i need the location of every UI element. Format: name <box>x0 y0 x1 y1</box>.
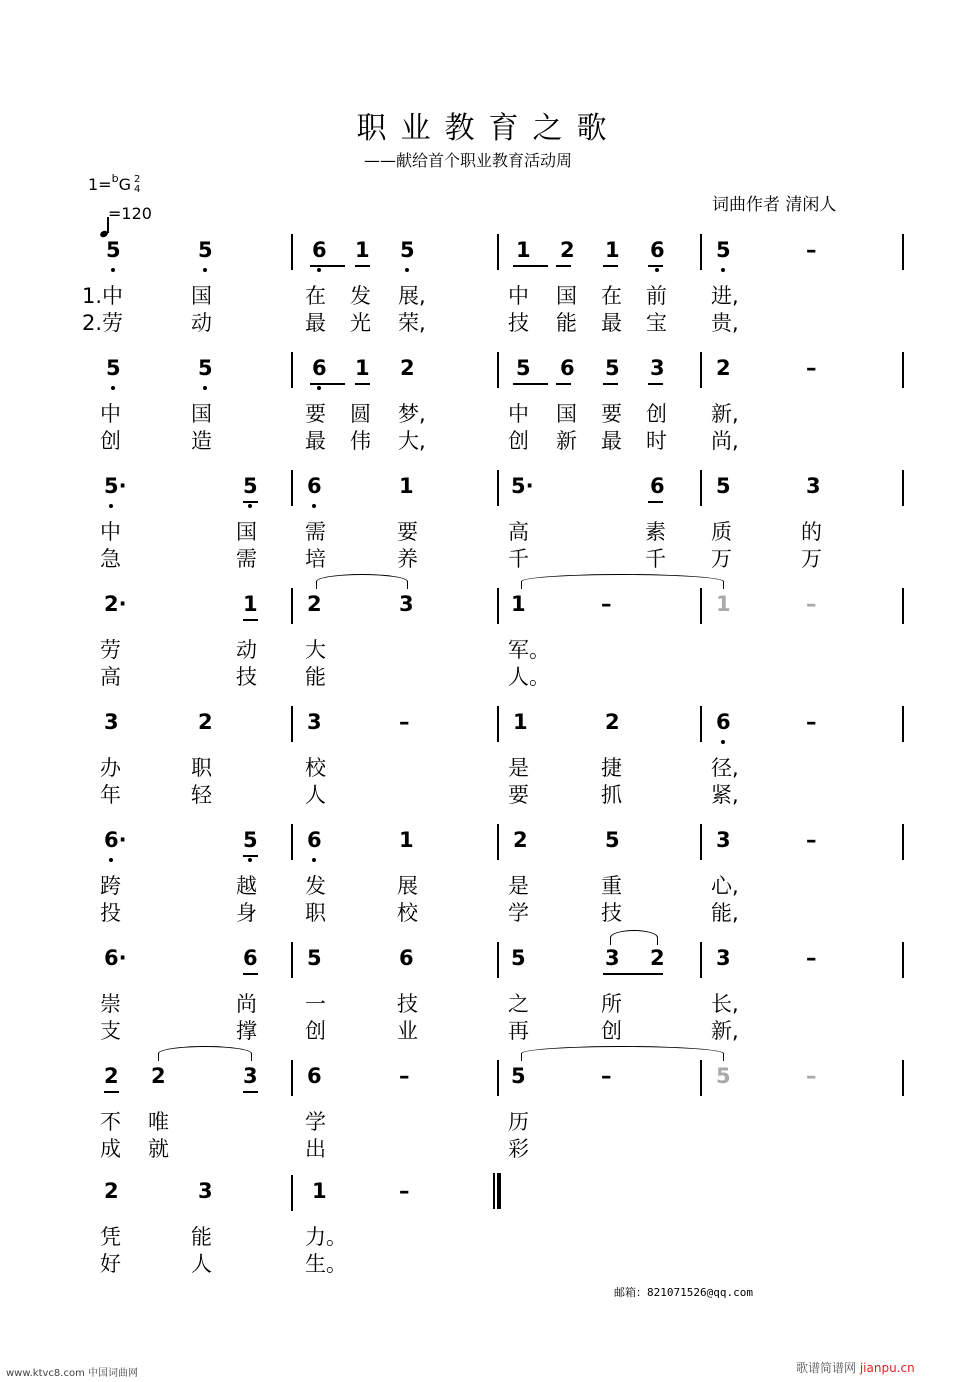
lyric-verse-2: 宝 <box>646 311 667 335</box>
lyric-verse-2: 动 <box>191 311 212 335</box>
note: 5 <box>716 474 731 498</box>
note: – <box>601 1064 612 1088</box>
note: 2 <box>650 946 665 970</box>
lyric-verse-2: 技 <box>236 665 257 689</box>
low-octave-dot <box>721 740 725 744</box>
lyric-verse-2: 造 <box>191 429 212 453</box>
barline <box>902 1060 904 1096</box>
lyric-verse-1: 所 <box>601 992 622 1016</box>
note: – <box>806 356 817 380</box>
lyric-verse-2: 荣, <box>398 311 426 335</box>
lyric-verse-2: 学 <box>508 901 529 925</box>
lyric-verse-1: 办 <box>100 756 121 780</box>
lyric-verse-2: 年 <box>100 783 121 807</box>
note: 3 <box>104 710 119 734</box>
note: 1 <box>399 828 414 852</box>
lyric-verse-2: 轻 <box>191 783 212 807</box>
note: 3 <box>399 592 414 616</box>
tempo-marking <box>100 204 152 223</box>
lyric-verse-1: 重 <box>601 874 622 898</box>
song-subtitle: ——献给首个职业教育活动周 <box>364 151 573 170</box>
lyric-verse-1: 中 <box>100 402 121 426</box>
note: 5 <box>605 828 620 852</box>
lyric-verse-1: 凭 <box>100 1225 121 1249</box>
low-octave-dot <box>312 858 316 862</box>
lyric-verse-2: 最 <box>601 429 622 453</box>
lyric-verse-2: 贵, <box>711 311 739 335</box>
lyric-verse-1: 职 <box>191 756 212 780</box>
low-octave-dot <box>203 268 207 272</box>
note: 5 <box>716 238 731 262</box>
barline <box>497 352 499 388</box>
lyric-verse-2: 出 <box>305 1137 326 1161</box>
note: 6 <box>307 1064 322 1088</box>
barline <box>291 824 293 860</box>
note: 1 <box>605 238 620 262</box>
lyric-verse-1: 径, <box>711 756 739 780</box>
eighth-underline <box>310 265 345 267</box>
note: 2 <box>400 356 415 380</box>
note: 3 <box>716 946 731 970</box>
lyric-verse-1: 中 <box>508 284 529 308</box>
eighth-underline <box>310 383 345 385</box>
note: 2 <box>513 828 528 852</box>
lyric-verse-2: 万 <box>801 547 822 571</box>
eighth-underline <box>648 383 663 385</box>
eighth-underline <box>513 383 548 385</box>
note: – <box>399 1064 410 1088</box>
note: 3 <box>198 1179 213 1203</box>
eighth-underline <box>603 383 618 385</box>
lyric-verse-2: 业 <box>397 1019 418 1043</box>
note: 5 <box>243 828 258 852</box>
note: – <box>806 946 817 970</box>
lyric-verse-1: 军。 <box>508 638 550 662</box>
watermark-right-prefix: 歌谱简谱网 <box>796 1361 860 1375</box>
lyric-verse-1: 国 <box>556 284 577 308</box>
lyric-verse-2: 生。 <box>305 1252 347 1276</box>
lyric-verse-1: 是 <box>508 756 529 780</box>
barline <box>497 1060 499 1096</box>
eighth-underline <box>243 1091 258 1093</box>
note: 1 <box>399 474 414 498</box>
barline <box>291 470 293 506</box>
barline <box>291 352 293 388</box>
note: 1 <box>243 592 258 616</box>
lyric-verse-2: 人 <box>305 783 326 807</box>
barline <box>902 352 904 388</box>
barline <box>497 942 499 978</box>
lyric-verse-1: 高 <box>508 520 529 544</box>
lyric-verse-1: 大 <box>305 638 326 662</box>
note: 3 <box>307 710 322 734</box>
lyric-verse-1: 在 <box>601 284 622 308</box>
lyric-verse-1: 学 <box>305 1110 326 1134</box>
lyric-verse-1: 1.中 <box>82 284 124 308</box>
barline <box>902 942 904 978</box>
lyric-verse-2: 千 <box>508 547 529 571</box>
lyric-verse-1: 越 <box>236 874 257 898</box>
lyric-verse-2: 时 <box>646 429 667 453</box>
lyric-verse-2: 成 <box>100 1137 121 1161</box>
eighth-underline <box>648 265 663 267</box>
lyric-verse-2: 身 <box>236 901 257 925</box>
lyric-verse-2: 千 <box>645 547 666 571</box>
low-octave-dot <box>405 268 409 272</box>
lyric-verse-1: 捷 <box>601 756 622 780</box>
note: 6 <box>243 946 258 970</box>
note: 1 <box>355 356 370 380</box>
note: 2 <box>605 710 620 734</box>
note: 2 <box>307 592 322 616</box>
eighth-underline <box>603 265 618 267</box>
barline <box>497 706 499 742</box>
barline <box>291 706 293 742</box>
lyric-verse-2: 伟 <box>350 429 371 453</box>
lyric-verse-1: 是 <box>508 874 529 898</box>
note: 6 <box>312 238 327 262</box>
lyric-verse-1: 跨 <box>100 874 121 898</box>
lyric-verse-2: 彩 <box>508 1137 529 1161</box>
lyric-verse-2: 光 <box>350 311 371 335</box>
lyric-verse-1: 唯 <box>148 1110 169 1134</box>
note: 6· <box>104 828 127 852</box>
note: – <box>399 710 410 734</box>
lyric-verse-2: 能 <box>556 311 577 335</box>
watermark-right-site: jianpu.cn <box>859 1361 915 1375</box>
lyric-verse-1: 圆 <box>350 402 371 426</box>
low-octave-dot <box>248 504 252 508</box>
lyric-verse-1: 质 <box>711 520 732 544</box>
lyric-verse-2: 新 <box>556 429 577 453</box>
key-letter: G <box>118 175 131 194</box>
lyric-verse-1: 长, <box>711 992 739 1016</box>
lyric-verse-1: 梦, <box>398 402 426 426</box>
note: 5 <box>106 356 121 380</box>
barline <box>497 588 499 624</box>
note: 5 <box>605 356 620 380</box>
eighth-underline <box>243 973 258 975</box>
barline <box>700 942 702 978</box>
tempo-value: =120 <box>108 204 152 223</box>
barline <box>291 1060 293 1096</box>
lyric-verse-2: 创 <box>601 1019 622 1043</box>
note: 2 <box>151 1064 166 1088</box>
lyric-verse-1: 历 <box>508 1110 529 1134</box>
eighth-underline <box>556 265 571 267</box>
barline <box>291 942 293 978</box>
barline <box>902 234 904 270</box>
note: 5· <box>104 474 127 498</box>
lyric-verse-2: 养 <box>397 547 418 571</box>
barline <box>291 588 293 624</box>
lyric-verse-2: 高 <box>100 665 121 689</box>
lyric-verse-1: 展, <box>398 284 426 308</box>
lyric-verse-2: 人 <box>191 1252 212 1276</box>
note: 5 <box>400 238 415 262</box>
barline <box>902 588 904 624</box>
lyric-verse-1: 需 <box>305 520 326 544</box>
barline <box>700 706 702 742</box>
low-octave-dot <box>111 268 115 272</box>
lyric-verse-2: 2.劳 <box>82 311 124 335</box>
lyric-verse-2: 技 <box>508 311 529 335</box>
barline <box>700 1060 702 1096</box>
lyric-verse-1: 在 <box>305 284 326 308</box>
lyric-verse-1: 素 <box>645 520 666 544</box>
note: 5 <box>307 946 322 970</box>
note: – <box>601 592 612 616</box>
lyric-verse-2: 再 <box>508 1019 529 1043</box>
note: 6 <box>312 356 327 380</box>
lyric-verse-1: 前 <box>646 284 667 308</box>
lyric-verse-1: 尚 <box>236 992 257 1016</box>
lyric-verse-1: 之 <box>508 992 529 1016</box>
song-title: 职业教育之歌 <box>356 111 621 146</box>
lyric-verse-2: 支 <box>100 1019 121 1043</box>
lyric-verse-1: 新, <box>711 402 739 426</box>
note: – <box>806 710 817 734</box>
lyric-verse-2: 抓 <box>601 783 622 807</box>
final-barline-thick <box>497 1173 501 1209</box>
low-octave-dot <box>111 386 115 390</box>
lyric-verse-1: 要 <box>397 520 418 544</box>
note: 6 <box>716 710 731 734</box>
lyric-verse-1: 发 <box>305 874 326 898</box>
note: 5 <box>106 238 121 262</box>
lyric-verse-2: 技 <box>601 901 622 925</box>
note: 2 <box>104 1064 119 1088</box>
lyric-verse-2: 职 <box>305 901 326 925</box>
note: 6 <box>650 238 665 262</box>
lyric-verse-2: 培 <box>305 547 326 571</box>
lyric-verse-1: 创 <box>646 402 667 426</box>
note: 1 <box>716 592 731 616</box>
note: 1 <box>516 238 531 262</box>
lyric-verse-1: 国 <box>191 402 212 426</box>
note: 3 <box>243 1064 258 1088</box>
lyric-verse-2: 万 <box>711 547 732 571</box>
flat-sign: b <box>111 172 119 185</box>
barline <box>700 588 702 624</box>
lyric-verse-2: 投 <box>100 901 121 925</box>
key-signature <box>88 172 140 195</box>
lyric-verse-2: 创 <box>100 429 121 453</box>
tie-arc <box>316 574 408 589</box>
note: 5 <box>198 238 213 262</box>
note: 6 <box>650 474 665 498</box>
lyric-verse-1: 力。 <box>305 1225 347 1249</box>
low-octave-dot <box>312 504 316 508</box>
note: 1 <box>513 710 528 734</box>
lyric-verse-1: 动 <box>236 638 257 662</box>
lyric-verse-2: 要 <box>508 783 529 807</box>
tie-arc <box>158 1046 252 1061</box>
lyric-verse-1: 要 <box>601 402 622 426</box>
low-octave-dot <box>109 504 113 508</box>
email-footer: 邮箱：821071526@qq.com <box>614 1286 753 1299</box>
barline <box>291 1175 293 1211</box>
tie-arc <box>610 930 658 945</box>
eighth-underline <box>243 855 258 857</box>
lyric-verse-1: 要 <box>305 402 326 426</box>
lyric-verse-2: 需 <box>236 547 257 571</box>
lyric-verse-1: 展 <box>397 874 418 898</box>
lyric-verse-2: 创 <box>508 429 529 453</box>
note: 6· <box>104 946 127 970</box>
lyric-verse-2: 最 <box>305 429 326 453</box>
lyric-verse-1: 进, <box>711 284 739 308</box>
lyric-verse-2: 能, <box>711 901 739 925</box>
low-octave-dot <box>317 386 321 390</box>
lyric-verse-2: 撑 <box>236 1019 257 1043</box>
note: 3 <box>650 356 665 380</box>
note: – <box>399 1179 410 1203</box>
lyric-verse-2: 就 <box>148 1137 169 1161</box>
final-barline-thin <box>493 1173 495 1209</box>
eighth-underline <box>648 501 663 503</box>
lyric-verse-2: 能 <box>305 665 326 689</box>
lyric-verse-1: 中 <box>508 402 529 426</box>
barline <box>700 352 702 388</box>
note: 2 <box>716 356 731 380</box>
tie-arc <box>521 574 724 589</box>
note: 6 <box>560 356 575 380</box>
barline <box>902 470 904 506</box>
note: – <box>806 828 817 852</box>
note: 5 <box>516 356 531 380</box>
lyric-verse-2: 校 <box>397 901 418 925</box>
barline <box>902 824 904 860</box>
lyric-verse-1: 能 <box>191 1225 212 1249</box>
note: 3 <box>605 946 620 970</box>
note: – <box>806 1064 817 1088</box>
note: 3 <box>716 828 731 852</box>
lyric-verse-2: 新, <box>711 1019 739 1043</box>
time-signature <box>134 175 140 195</box>
barline <box>700 234 702 270</box>
note: 2 <box>104 1179 119 1203</box>
watermark-left: www.ktvc8.com 中国词曲网 <box>6 1368 139 1379</box>
note: 6 <box>307 474 322 498</box>
eighth-underline <box>603 973 663 975</box>
note: 1 <box>312 1179 327 1203</box>
key-prefix: 1= <box>88 175 112 194</box>
lyric-verse-1: 一 <box>305 992 326 1016</box>
lyric-verse-2: 大, <box>398 429 426 453</box>
eighth-underline <box>243 619 258 621</box>
eighth-underline <box>104 1091 119 1093</box>
note: 2· <box>104 592 127 616</box>
barline <box>700 824 702 860</box>
note: 5 <box>511 946 526 970</box>
watermark-right <box>796 1359 915 1376</box>
low-octave-dot <box>203 386 207 390</box>
eighth-underline <box>556 383 571 385</box>
eighth-underline <box>513 265 548 267</box>
time-signature-bottom: 4 <box>133 184 141 195</box>
lyric-verse-1: 的 <box>801 520 822 544</box>
note: 2 <box>560 238 575 262</box>
note: 5 <box>198 356 213 380</box>
note: 5 <box>243 474 258 498</box>
note: 6 <box>399 946 414 970</box>
lyric-verse-1: 劳 <box>100 638 121 662</box>
barline <box>700 470 702 506</box>
note: 5 <box>716 1064 731 1088</box>
eighth-underline <box>355 383 370 385</box>
barline <box>497 824 499 860</box>
lyric-verse-1: 国 <box>236 520 257 544</box>
lyric-verse-1: 不 <box>100 1110 121 1134</box>
lyric-verse-2: 最 <box>601 311 622 335</box>
note: 3 <box>806 474 821 498</box>
low-octave-dot <box>317 268 321 272</box>
lyric-verse-1: 国 <box>556 402 577 426</box>
lyric-verse-1: 中 <box>100 520 121 544</box>
note: 5 <box>511 1064 526 1088</box>
low-octave-dot <box>655 268 659 272</box>
note: – <box>806 238 817 262</box>
barline <box>902 706 904 742</box>
note: – <box>806 592 817 616</box>
low-octave-dot <box>109 858 113 862</box>
tie-arc <box>521 1046 724 1061</box>
note: 6 <box>307 828 322 852</box>
lyric-verse-2: 最 <box>305 311 326 335</box>
time-signature-top: 2 <box>133 174 141 185</box>
barline <box>497 234 499 270</box>
lyric-verse-1: 校 <box>305 756 326 780</box>
note: 1 <box>355 238 370 262</box>
lyric-verse-1: 崇 <box>100 992 121 1016</box>
barline <box>291 234 293 270</box>
lyric-verse-2: 紧, <box>711 783 739 807</box>
lyric-verse-2: 人。 <box>508 665 550 689</box>
lyric-verse-2: 尚, <box>711 429 739 453</box>
eighth-underline <box>355 265 370 267</box>
lyric-verse-2: 急 <box>100 547 121 571</box>
low-octave-dot <box>721 268 725 272</box>
note: 2 <box>198 710 213 734</box>
lyric-verse-2: 好 <box>100 1252 121 1276</box>
barline <box>497 470 499 506</box>
composer-credit: 词曲作者 清闲人 <box>712 195 837 215</box>
lyric-verse-1: 发 <box>350 284 371 308</box>
lyric-verse-1: 心, <box>711 874 739 898</box>
low-octave-dot <box>248 858 252 862</box>
note: 5· <box>511 474 534 498</box>
lyric-verse-2: 创 <box>305 1019 326 1043</box>
eighth-underline <box>243 501 258 503</box>
note: 1 <box>511 592 526 616</box>
lyric-verse-1: 国 <box>191 284 212 308</box>
lyric-verse-1: 技 <box>397 992 418 1016</box>
